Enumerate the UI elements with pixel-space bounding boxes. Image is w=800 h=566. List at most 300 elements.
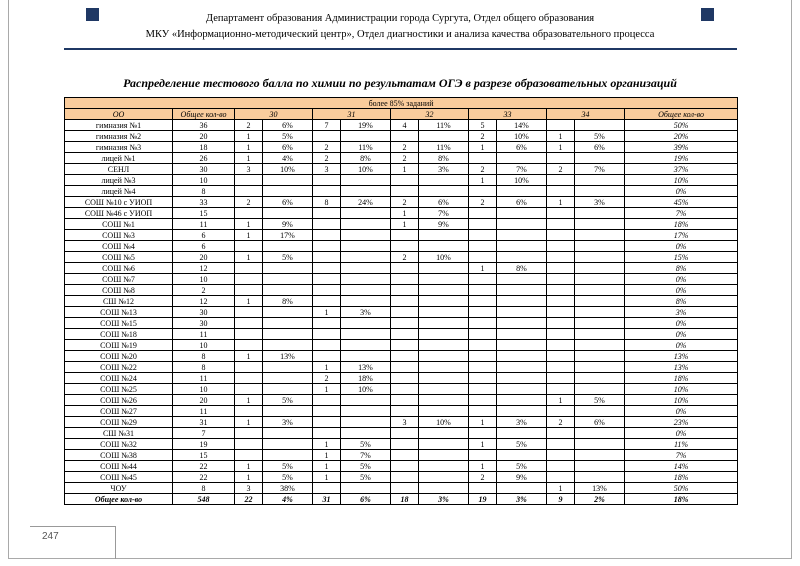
value-cell: 13% (625, 362, 738, 373)
value-cell: 12 (173, 296, 235, 307)
value-cell (547, 296, 575, 307)
table-row (65, 329, 738, 340)
value-cell: 1 (547, 131, 575, 142)
value-cell (497, 373, 547, 384)
value-cell (263, 428, 313, 439)
value-cell (469, 219, 497, 230)
value-cell: 36 (173, 120, 235, 131)
value-cell (419, 340, 469, 351)
value-cell (469, 208, 497, 219)
value-cell (235, 307, 263, 318)
value-cell: 1 (235, 296, 263, 307)
value-cell: 3% (575, 197, 625, 208)
value-cell (575, 384, 625, 395)
value-cell: 2 (313, 373, 341, 384)
col-header-score-34: 34 (547, 109, 625, 120)
table-row (65, 351, 738, 362)
value-cell (469, 428, 497, 439)
value-cell: 6% (263, 120, 313, 131)
value-cell (469, 296, 497, 307)
value-cell: 0% (625, 406, 738, 417)
value-cell: 2 (469, 131, 497, 142)
value-cell (497, 219, 547, 230)
value-cell: 24% (341, 197, 391, 208)
value-cell (469, 340, 497, 351)
value-cell (575, 439, 625, 450)
value-cell: 7 (173, 428, 235, 439)
value-cell: 18 (173, 142, 235, 153)
value-cell (547, 351, 575, 362)
value-cell: 22 (173, 461, 235, 472)
value-cell (419, 285, 469, 296)
value-cell: 1 (469, 175, 497, 186)
value-cell: 10% (625, 395, 738, 406)
value-cell (313, 175, 341, 186)
value-cell: 8% (625, 296, 738, 307)
value-cell (419, 373, 469, 384)
value-cell (469, 252, 497, 263)
value-cell: 3 (235, 164, 263, 175)
table-row (65, 472, 738, 483)
value-cell (235, 373, 263, 384)
value-cell (313, 208, 341, 219)
value-cell (235, 241, 263, 252)
value-cell: 1 (313, 439, 341, 450)
value-cell: 1 (235, 417, 263, 428)
value-cell: 31 (173, 417, 235, 428)
value-cell (575, 472, 625, 483)
value-cell (497, 483, 547, 494)
value-cell (391, 263, 419, 274)
value-cell (497, 351, 547, 362)
value-cell: 6 (173, 230, 235, 241)
value-cell: 10 (173, 274, 235, 285)
value-cell: 7% (341, 450, 391, 461)
value-cell (469, 285, 497, 296)
school-name-cell: СОШ №25 (65, 384, 173, 395)
value-cell (575, 153, 625, 164)
value-cell: 8% (341, 153, 391, 164)
value-cell: 1 (235, 131, 263, 142)
value-cell: 548 (173, 494, 235, 505)
value-cell: 22 (173, 472, 235, 483)
value-cell: 3 (391, 417, 419, 428)
value-cell: 19% (625, 153, 738, 164)
value-cell: 30 (173, 164, 235, 175)
school-name-cell: СОШ №3 (65, 230, 173, 241)
value-cell: 2 (313, 142, 341, 153)
span-header-row (65, 98, 738, 109)
school-name-cell: СОШ №6 (65, 263, 173, 274)
value-cell (575, 186, 625, 197)
value-cell: 2 (235, 120, 263, 131)
col-header-oo: ОО (65, 109, 173, 120)
value-cell (235, 406, 263, 417)
value-cell (497, 428, 547, 439)
value-cell (391, 461, 419, 472)
value-cell: 1 (235, 351, 263, 362)
value-cell: 11% (419, 120, 469, 131)
value-cell (263, 362, 313, 373)
value-cell: 3% (263, 417, 313, 428)
value-cell (497, 230, 547, 241)
value-cell (575, 296, 625, 307)
value-cell (575, 252, 625, 263)
value-cell (341, 175, 391, 186)
value-cell: 1 (313, 472, 341, 483)
value-cell: 6% (497, 197, 547, 208)
value-cell: 9% (263, 219, 313, 230)
value-cell: 10% (341, 164, 391, 175)
value-cell (235, 362, 263, 373)
school-name-cell: ЧОУ (65, 483, 173, 494)
value-cell: 10 (173, 384, 235, 395)
table-row (65, 428, 738, 439)
span-header-cell: более 85% заданий (65, 98, 738, 109)
value-cell: 3% (497, 494, 547, 505)
value-cell (575, 219, 625, 230)
value-cell: 3% (625, 307, 738, 318)
value-cell: 1 (313, 307, 341, 318)
value-cell (391, 384, 419, 395)
value-cell: 10% (341, 384, 391, 395)
value-cell: 3% (497, 417, 547, 428)
value-cell: 8 (173, 483, 235, 494)
value-cell: 15% (625, 252, 738, 263)
value-cell (313, 483, 341, 494)
value-cell (497, 450, 547, 461)
table-row (65, 153, 738, 164)
value-cell (547, 450, 575, 461)
value-cell: 8 (173, 186, 235, 197)
value-cell: 3% (341, 307, 391, 318)
value-cell (391, 274, 419, 285)
school-name-cell: гимназия №3 (65, 142, 173, 153)
table-row (65, 252, 738, 263)
value-cell: 5% (263, 461, 313, 472)
value-cell (341, 296, 391, 307)
school-name-cell: лицей №3 (65, 175, 173, 186)
value-cell (419, 450, 469, 461)
value-cell (341, 219, 391, 230)
value-cell (419, 406, 469, 417)
school-name-cell: СОШ №27 (65, 406, 173, 417)
value-cell: 1 (235, 153, 263, 164)
value-cell (547, 186, 575, 197)
value-cell (341, 406, 391, 417)
col-header-score-33: 33 (469, 109, 547, 120)
value-cell: 7% (625, 450, 738, 461)
value-cell (313, 395, 341, 406)
value-cell: 0% (625, 186, 738, 197)
school-name-cell: СОШ №38 (65, 450, 173, 461)
value-cell (341, 329, 391, 340)
value-cell: 19 (173, 439, 235, 450)
value-cell: 1 (469, 263, 497, 274)
header-rule (64, 48, 737, 50)
value-cell: 10% (497, 131, 547, 142)
value-cell: 1 (313, 461, 341, 472)
value-cell (547, 439, 575, 450)
school-name-cell: СОШ №44 (65, 461, 173, 472)
value-cell: 9 (547, 494, 575, 505)
value-cell: 8% (625, 263, 738, 274)
value-cell: 15 (173, 450, 235, 461)
value-cell: 1 (235, 230, 263, 241)
value-cell (547, 384, 575, 395)
value-cell (263, 318, 313, 329)
value-cell (263, 274, 313, 285)
value-cell (341, 208, 391, 219)
value-cell (575, 263, 625, 274)
table-row (65, 186, 738, 197)
value-cell (313, 351, 341, 362)
value-cell: 18% (625, 219, 738, 230)
value-cell: 26 (173, 153, 235, 164)
value-cell (469, 406, 497, 417)
value-cell: 1 (469, 417, 497, 428)
value-cell (341, 395, 391, 406)
value-cell: 10 (173, 340, 235, 351)
value-cell (497, 186, 547, 197)
school-name-cell: лицей №4 (65, 186, 173, 197)
value-cell (263, 329, 313, 340)
value-cell (341, 351, 391, 362)
value-cell: 2 (391, 153, 419, 164)
table-row (65, 120, 738, 131)
table-row (65, 164, 738, 175)
value-cell: 6% (263, 142, 313, 153)
value-cell: 1 (235, 395, 263, 406)
value-cell (575, 120, 625, 131)
value-cell: 7% (419, 208, 469, 219)
table-row (65, 285, 738, 296)
school-name-cell: СОШ №46 с УИОП (65, 208, 173, 219)
value-cell: 7% (575, 164, 625, 175)
value-cell: 10% (625, 384, 738, 395)
value-cell (263, 241, 313, 252)
value-cell: 10% (497, 175, 547, 186)
value-cell: 20% (625, 131, 738, 142)
value-cell (547, 175, 575, 186)
value-cell (313, 241, 341, 252)
table-row (65, 197, 738, 208)
value-cell: 50% (625, 483, 738, 494)
value-cell (419, 241, 469, 252)
page-number: 247 (42, 531, 59, 542)
value-cell (575, 351, 625, 362)
value-cell (547, 461, 575, 472)
value-cell: 8 (173, 362, 235, 373)
value-cell (313, 318, 341, 329)
value-cell (391, 307, 419, 318)
value-cell: 7 (313, 120, 341, 131)
value-cell: 6% (575, 142, 625, 153)
value-cell (235, 175, 263, 186)
school-name-cell: СОШ №19 (65, 340, 173, 351)
value-cell: 17% (625, 230, 738, 241)
value-cell (419, 428, 469, 439)
value-cell (469, 186, 497, 197)
value-cell: 13% (625, 351, 738, 362)
value-cell: 0% (625, 329, 738, 340)
table-row (65, 450, 738, 461)
value-cell: 0% (625, 340, 738, 351)
value-cell: 3% (419, 494, 469, 505)
value-cell: 30 (173, 318, 235, 329)
value-cell (341, 340, 391, 351)
value-cell: 11% (625, 439, 738, 450)
value-cell (313, 252, 341, 263)
table-row (65, 439, 738, 450)
value-cell (469, 483, 497, 494)
value-cell (575, 406, 625, 417)
table-row (65, 142, 738, 153)
value-cell (313, 417, 341, 428)
value-cell (391, 395, 419, 406)
value-cell: 0% (625, 285, 738, 296)
value-cell: 5% (575, 395, 625, 406)
value-cell: 5% (263, 252, 313, 263)
value-cell (469, 318, 497, 329)
value-cell (391, 439, 419, 450)
school-name-cell: СОШ №7 (65, 274, 173, 285)
value-cell (575, 340, 625, 351)
value-cell (391, 241, 419, 252)
value-cell: 11% (341, 142, 391, 153)
value-cell (469, 329, 497, 340)
value-cell: 6% (419, 197, 469, 208)
value-cell (497, 208, 547, 219)
school-name-cell: СОШ №15 (65, 318, 173, 329)
value-cell: 1 (313, 362, 341, 373)
value-cell (469, 384, 497, 395)
table-row (65, 274, 738, 285)
table-row (65, 461, 738, 472)
value-cell: 10% (263, 164, 313, 175)
value-cell (469, 241, 497, 252)
value-cell: 1 (547, 142, 575, 153)
value-cell (391, 351, 419, 362)
table-row (65, 318, 738, 329)
org-header-line2: МКУ «Информационно-методический центр», Отдел диагностики и анализа качества образовательного процесса (145, 29, 655, 40)
value-cell (341, 241, 391, 252)
value-cell (341, 285, 391, 296)
value-cell (341, 263, 391, 274)
value-cell: 2% (575, 494, 625, 505)
value-cell (547, 241, 575, 252)
value-cell: 8% (497, 263, 547, 274)
value-cell: 6 (173, 241, 235, 252)
value-cell (235, 384, 263, 395)
value-cell (469, 307, 497, 318)
value-cell: 18% (341, 373, 391, 384)
value-cell (419, 472, 469, 483)
value-cell: 2 (391, 252, 419, 263)
value-cell: 33 (173, 197, 235, 208)
value-cell: 2 (313, 153, 341, 164)
value-cell (235, 428, 263, 439)
value-cell: 2 (469, 472, 497, 483)
value-cell (235, 439, 263, 450)
value-cell: 20 (173, 252, 235, 263)
value-cell: 0% (625, 274, 738, 285)
value-cell (497, 241, 547, 252)
school-name-cell: СШ №31 (65, 428, 173, 439)
table-row (65, 219, 738, 230)
value-cell: 2 (391, 197, 419, 208)
value-cell (419, 263, 469, 274)
value-cell (391, 483, 419, 494)
value-cell (575, 461, 625, 472)
value-cell: 8 (173, 351, 235, 362)
value-cell: 22 (235, 494, 263, 505)
value-cell: 2 (391, 142, 419, 153)
value-cell: 5% (497, 439, 547, 450)
value-cell (547, 208, 575, 219)
value-cell: 8% (263, 296, 313, 307)
value-cell (391, 175, 419, 186)
value-cell (419, 395, 469, 406)
col-header-score-32: 32 (391, 109, 469, 120)
table-row (65, 175, 738, 186)
school-name-cell: СШ №12 (65, 296, 173, 307)
value-cell (341, 274, 391, 285)
value-cell (263, 186, 313, 197)
value-cell: 6% (575, 417, 625, 428)
value-cell (419, 131, 469, 142)
value-cell: 2 (469, 164, 497, 175)
value-cell: 13% (575, 483, 625, 494)
value-cell (341, 483, 391, 494)
value-cell: 30 (173, 307, 235, 318)
value-cell (497, 329, 547, 340)
value-cell (235, 186, 263, 197)
value-cell: 11% (419, 142, 469, 153)
value-cell: 13% (341, 362, 391, 373)
value-cell (469, 153, 497, 164)
school-name-cell: СОШ №20 (65, 351, 173, 362)
value-cell (497, 384, 547, 395)
value-cell (469, 362, 497, 373)
value-cell: 2 (547, 417, 575, 428)
value-cell: 5% (575, 131, 625, 142)
value-cell: 31 (313, 494, 341, 505)
col-header-total-count: Общее кол-во (173, 109, 235, 120)
value-cell (497, 274, 547, 285)
value-cell: 5% (341, 472, 391, 483)
value-cell (235, 285, 263, 296)
value-cell: 7% (625, 208, 738, 219)
column-header-row (65, 109, 738, 120)
value-cell (263, 263, 313, 274)
value-cell (313, 296, 341, 307)
value-cell (235, 340, 263, 351)
school-name-cell: СОШ №18 (65, 329, 173, 340)
value-cell: 1 (235, 252, 263, 263)
school-name-cell: лицей №1 (65, 153, 173, 164)
value-cell (497, 362, 547, 373)
value-cell: 38% (263, 483, 313, 494)
value-cell: 1 (313, 384, 341, 395)
value-cell (313, 406, 341, 417)
value-cell: 18 (391, 494, 419, 505)
value-cell: 11 (173, 329, 235, 340)
value-cell: 17% (263, 230, 313, 241)
value-cell (575, 373, 625, 384)
value-cell: 3 (235, 483, 263, 494)
value-cell (263, 208, 313, 219)
